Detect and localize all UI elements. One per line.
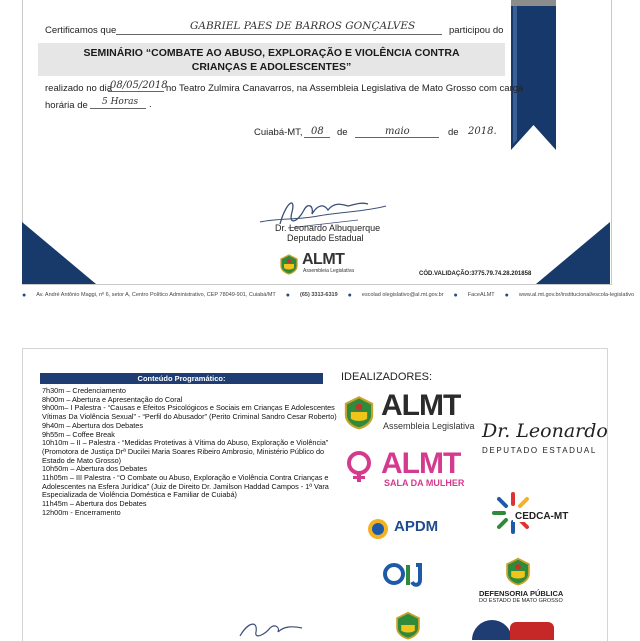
- almt-logo-subtitle: Assembleia Legislativa: [303, 268, 354, 274]
- dr-leonardo-logo: Dr. Leonardo: [482, 420, 608, 442]
- program-line: Estado de Mato Grosso): [42, 455, 122, 465]
- program-line: 9h40m – Abertura dos Debates: [42, 420, 144, 430]
- almt-logo-text: ALMT: [302, 251, 345, 268]
- program-line: 10h50m – Abertura dos Debates: [42, 464, 148, 474]
- program-line: 11h05m – III Palestra - “O Combate ou Abuso, Exploração e Violência Contra Crianças e: [42, 473, 329, 483]
- recipient-name: GABRIEL PAES DE BARROS GONÇALVES: [190, 20, 416, 32]
- event-title-line-2: CRIANÇAS E ADOLESCENTES”: [191, 60, 352, 73]
- sala-da-mulher-logo: ALMT: [381, 447, 461, 480]
- venue-text: no Teatro Zulmira Canavarros, na Assembleia Legislativa de Mato Grosso com carga: [166, 83, 524, 94]
- email-icon: ●: [347, 291, 352, 299]
- apdm-logo: APDM: [394, 518, 439, 535]
- certificate-footer: [22, 288, 635, 302]
- defensoria-subtitle: DO ESTADO DE MATO GROSSO: [479, 598, 563, 604]
- day-value: 08: [311, 126, 324, 137]
- cedca-logo: CEDCA-MT: [515, 511, 569, 522]
- footer-email: escolad olegislativo@al.mt.gov.br: [361, 292, 444, 298]
- facebook-icon: ●: [453, 291, 458, 299]
- event-title-line-1: SEMINÁRIO “COMBATE AO ABUSO, EXPLORAÇÃO E VIOLÊNCIA CONTRA: [83, 46, 460, 59]
- program-line: Adolescentes na Esfera Jurídica” (Juiz de Direito Dr. Jamilson Haddad Campos - 1ª Vara: [42, 481, 329, 491]
- award-ribbon-icon: [511, 0, 556, 150]
- idealizers-heading: IDEALIZADORES:: [341, 371, 433, 383]
- signer-name: Dr. Leonardo Albuquerque: [275, 223, 381, 233]
- almt-coat-of-arms-icon: [341, 394, 377, 430]
- defensoria-logo: DEFENSORIA PÚBLICA: [479, 589, 564, 598]
- program-line: 10h10m – II – Palestra - “Medidas Protetivas à Vítima do Abuso, Exploração e Violência”: [42, 438, 329, 448]
- hours-label: horária de: [45, 100, 88, 111]
- month-value: maio: [385, 126, 410, 137]
- event-title: [38, 43, 505, 76]
- program-line: 8h00m – Abertura e Apresentação do Coral: [42, 394, 183, 404]
- coat-of-arms-icon: [278, 253, 300, 275]
- held-on-label: realizado no dia: [45, 83, 113, 94]
- almt-logo-large: ALMT: [381, 389, 461, 422]
- program-line: 9h00m– I Palestra - “Causas e Efeitos Psicológicos e Sociais em Crianças E Adolescentes: [42, 403, 335, 413]
- woman-symbol-icon: [342, 450, 376, 484]
- city-label: Cuiabá-MT,: [254, 127, 303, 138]
- bottom-coat-of-arms-icon: [388, 610, 428, 640]
- corner-decoration-left: [22, 222, 96, 284]
- almt-logo-large-subtitle: Assembleia Legislativa: [383, 421, 475, 431]
- hours-period: .: [149, 99, 152, 110]
- footer-address: Av. André Antônio Maggi, nº 6, setor A, Centro Político Administrativo, CEP 78049-901, Cuiabá/MT: [36, 292, 276, 298]
- year-value: 2018.: [468, 126, 497, 137]
- cij-emblem-icon: [381, 560, 425, 596]
- apdm-emblem-icon: [364, 517, 392, 541]
- footer-facebook: FaceALMT: [467, 292, 495, 298]
- bottom-signature-graphic: [236, 618, 306, 640]
- defensoria-coat-of-arms-icon: [502, 556, 534, 586]
- program-line: Especializada de Violência Doméstica e Familiar de Cuiabá): [42, 490, 237, 500]
- participated-label: participou do: [449, 25, 504, 36]
- corner-decoration-right: [536, 222, 610, 284]
- program-line: Vítimas Da Violência Sexual” - “Perfil do Abusador” (Perito Criminal Sandro Cesar Roberto): [42, 412, 337, 422]
- location-pin-icon: ●: [22, 291, 27, 299]
- footer-phone: (65) 3313-6319: [300, 292, 338, 298]
- event-date: 08/05/2018: [110, 80, 168, 91]
- de-label-1: de: [337, 127, 348, 138]
- phone-icon: ●: [285, 291, 291, 299]
- hours-value: 5 Horas: [102, 97, 139, 107]
- program-line: 11h45m – Abertura dos Debates: [42, 499, 147, 509]
- program-heading: Conteúdo Programático:: [40, 373, 323, 384]
- program-list: [42, 386, 337, 518]
- sala-da-mulher-subtitle: SALA DA MULHER: [384, 478, 465, 488]
- signer-role: Deputado Estadual: [287, 233, 364, 243]
- bottom-red-logo: [510, 622, 554, 640]
- footer-website: www.al.mt.gov.br/institucional/escola-legislativo: [518, 292, 635, 298]
- dr-leonardo-subtitle: DEPUTADO ESTADUAL: [482, 446, 597, 455]
- program-line: 9h55m – Coffee Break: [42, 429, 115, 439]
- program-line: 12h00m - Encerramento: [42, 507, 121, 517]
- de-label-2: de: [448, 127, 459, 138]
- globe-icon: ●: [504, 291, 509, 299]
- certify-label: Certificamos que: [45, 25, 117, 36]
- program-line: 7h30m – Credenciamento: [42, 386, 126, 395]
- validation-code: CÓD.VALIDAÇÃO:3775.79.74.28.201858: [419, 271, 532, 277]
- program-line: (Promotora de Justiça Drª Ducilei Maria Soares Ribeiro Ambrosio, Ministério Público do: [42, 446, 325, 456]
